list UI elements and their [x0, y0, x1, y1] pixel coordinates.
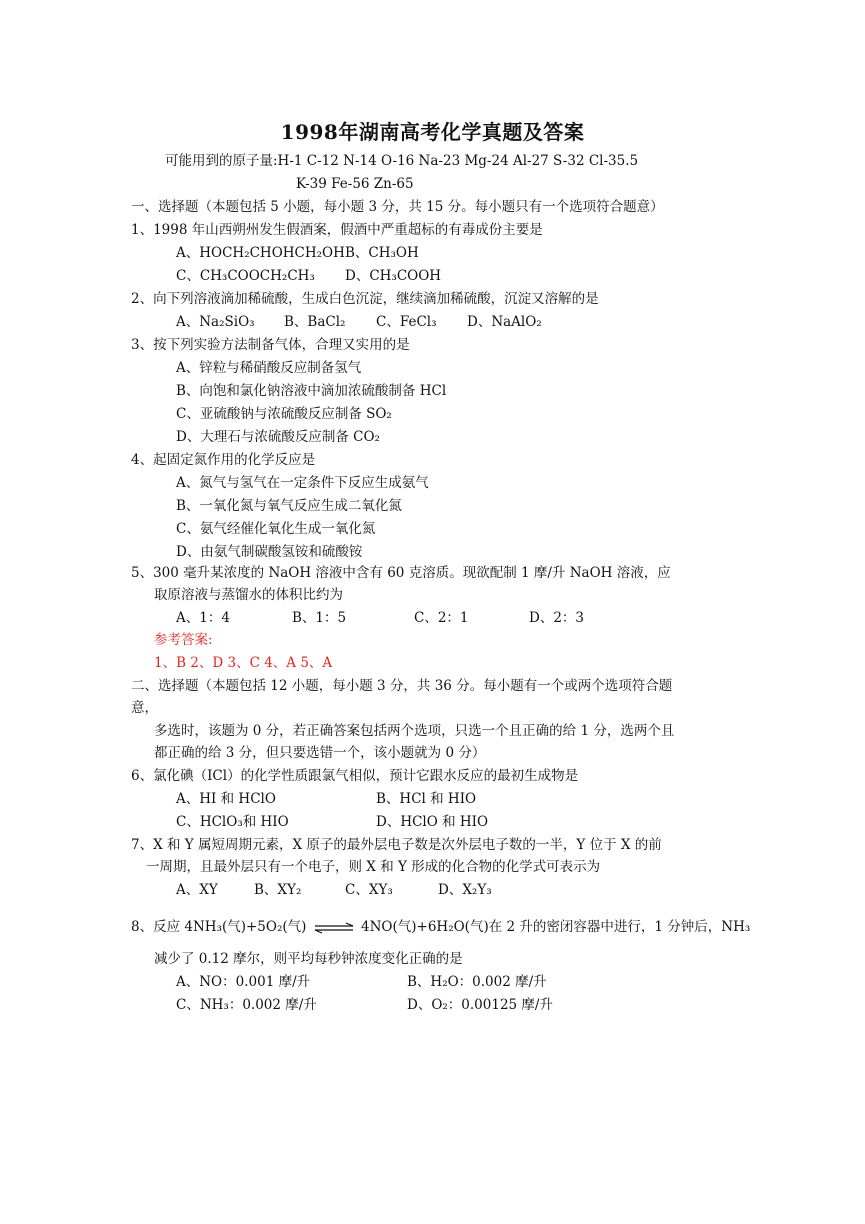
- q2-option-b: B、BaCl₂: [284, 314, 346, 330]
- q4-option-d: D、由氨气制碳酸氢铵和硫酸铵: [176, 544, 363, 560]
- q4-option-b: B、一氧化氮与氧气反应生成二氧化氮: [176, 498, 402, 514]
- q3-stem: 3、按下列实验方法制备气体，合理又实用的是: [131, 337, 410, 353]
- atomic-masses-line2: K-39 Fe-56 Zn-65: [296, 176, 414, 192]
- q5-option-a: A、1：4: [176, 610, 230, 626]
- q6-option-a: A、HI 和 HClO: [176, 791, 276, 807]
- q7-option-b: B、XY₂: [254, 882, 302, 898]
- q5-option-b: B、1：5: [292, 610, 347, 626]
- q8-stem-left: 8、反应 4NH₃(气)+5O₂(气): [131, 919, 307, 935]
- q5-stem-line1: 5、300 毫升某浓度的 NaOH 溶液中含有 60 克溶质。现欲配制 1 摩/升 NaOH 溶液，应: [131, 565, 671, 581]
- q1-option-b: B、CH₃OH: [345, 245, 419, 261]
- q3-option-c: C、亚硫酸钠与浓硫酸反应制备 SO₂: [176, 406, 392, 422]
- q6-stem: 6、氯化碘（ICl）的化学性质跟氯气相似，预计它跟水反应的最初生成物是: [131, 768, 579, 784]
- q4-stem: 4、起固定氮作用的化学反应是: [131, 452, 316, 468]
- q1-stem: 1、1998 年山西朔州发生假酒案，假酒中严重超标的有毒成份主要是: [131, 222, 543, 238]
- section1-heading: 一、选择题（本题包括 5 小题，每小题 3 分，共 15 分。每小题只有一个选项符合题意）: [131, 199, 664, 215]
- section2-note-line2: 都正确的给 3 分，但只要选错一个，该小题就为 0 分）: [154, 745, 486, 761]
- q7-option-d: D、X₂Y₃: [438, 882, 492, 898]
- q7-option-c: C、XY₃: [345, 882, 393, 898]
- q4-option-a: A、氮气与氢气在一定条件下反应生成氨气: [176, 475, 429, 491]
- section2-note-line1: 多选时，该题为 0 分，若正确答案包括两个选项，只选一个且正确的给 1 分，选两个且: [154, 723, 675, 739]
- q1-option-a: A、HOCH₂CHOHCH₂OH: [176, 245, 345, 261]
- q1-option-c: C、CH₃COOCH₂CH₃: [176, 268, 315, 284]
- answer-key: 1、B 2、D 3、C 4、A 5、A: [154, 655, 333, 671]
- q2-option-a: A、Na₂SiO₃: [176, 314, 255, 330]
- atomic-masses-line1: 可能用到的原子量:H-1 C-12 N-14 O-16 Na-23 Mg-24 Al-27 S-32 Cl-35.5: [165, 153, 639, 169]
- answer-label: 参考答案:: [154, 632, 213, 648]
- q8-option-d: D、O₂：0.00125 摩/升: [407, 997, 553, 1013]
- q8-option-b: B、H₂O：0.002 摩/升: [407, 974, 547, 990]
- q8-stem-right: 4NO(气)+6H₂O(气)在 2 升的密闭容器中进行，1 分钟后，NH₃: [361, 919, 751, 935]
- q8-stem-line1: [131, 918, 750, 936]
- q2-stem: 2、向下列溶液滴加稀硫酸，生成白色沉淀，继续滴加稀硫酸，沉淀又溶解的是: [131, 291, 599, 307]
- q3-option-d: D、大理石与浓硫酸反应制备 CO₂: [176, 429, 380, 445]
- q3-option-a: A、锌粒与稀硝酸反应制备氢气: [176, 360, 362, 376]
- q6-option-d: D、HClO 和 HIO: [376, 814, 489, 830]
- q7-stem-line1: 7、X 和 Y 属短周期元素，X 原子的最外层电子数是次外层电子数的一半，Y 位于 X 的前: [131, 837, 662, 853]
- q3-option-b: B、向饱和氯化钠溶液中滴加浓硫酸制备 HCl: [176, 383, 447, 399]
- q2-option-c: C、FeCl₃: [376, 314, 437, 330]
- section2-heading-line2: 意，: [131, 700, 158, 716]
- q4-option-c: C、氨气经催化氧化生成一氧化氮: [176, 521, 376, 537]
- q6-option-c: C、HClO₃和 HIO: [176, 814, 289, 830]
- page-title: 1998年湖南高考化学真题及答案: [280, 120, 585, 144]
- q8-option-a: A、NO：0.001 摩/升: [176, 974, 311, 990]
- q5-option-c: C、2：1: [414, 610, 469, 626]
- q7-stem-line2: 一周期，且最外层只有一个电子，则 X 和 Y 形成的化合物的化学式可表示为: [146, 859, 601, 875]
- q2-option-d: D、NaAlO₂: [467, 314, 542, 330]
- q8-stem-line2: 减少了 0.12 摩尔，则平均每秒钟浓度变化正确的是: [154, 951, 463, 967]
- q1-option-d: D、CH₃COOH: [345, 268, 442, 284]
- q5-stem-line2: 取原溶液与蒸馏水的体积比约为: [154, 587, 343, 603]
- equilibrium-arrow-icon: [313, 922, 355, 934]
- section2-heading-line1: 二、选择题（本题包括 12 小题，每小题 3 分，共 36 分。每小题有一个或两个选项符合题: [131, 678, 673, 694]
- q7-option-a: A、XY: [176, 882, 218, 898]
- q8-option-c: C、NH₃：0.002 摩/升: [176, 997, 317, 1013]
- q6-option-b: B、HCl 和 HIO: [376, 791, 477, 807]
- q5-option-d: D、2：3: [529, 610, 585, 626]
